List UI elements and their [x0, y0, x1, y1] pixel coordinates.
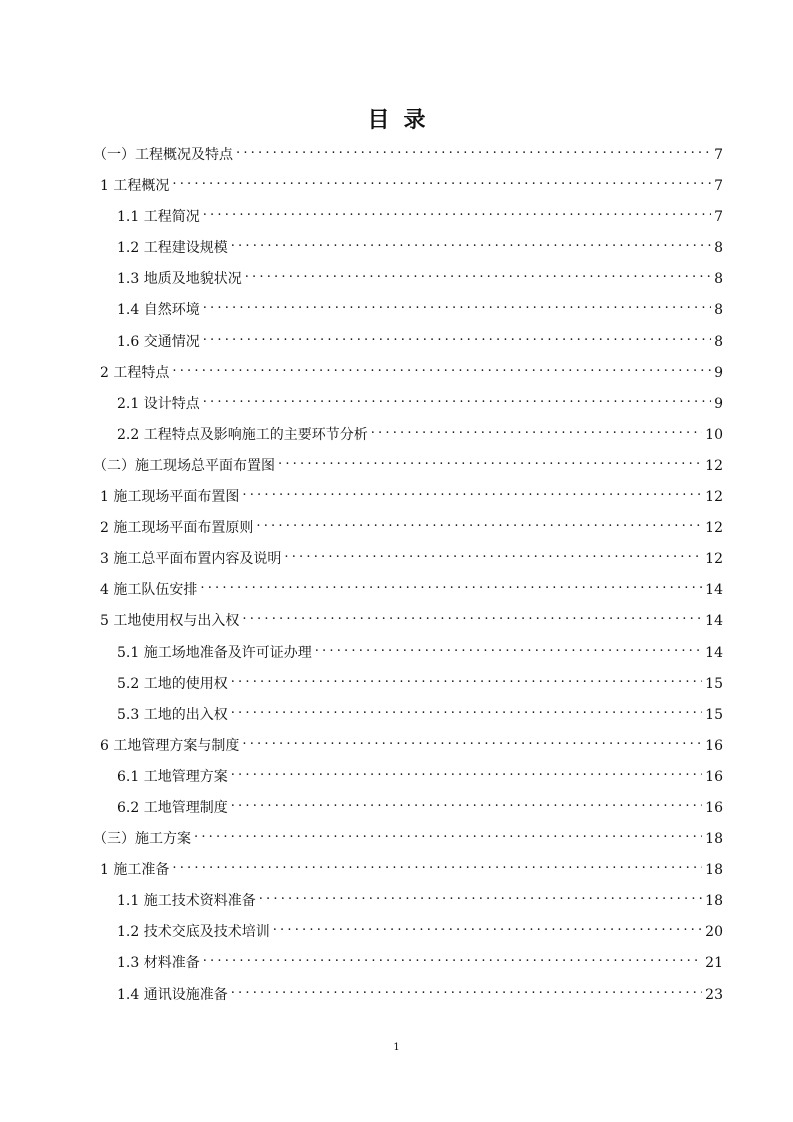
toc-entry[interactable]: [93, 859, 723, 890]
toc-entry[interactable]: [93, 673, 723, 704]
toc-entry-page: 21: [705, 955, 723, 972]
toc-entry-page: 7: [714, 178, 723, 195]
toc-entry[interactable]: [93, 486, 723, 517]
dot-leader: [231, 798, 702, 812]
toc-entry-page: 15: [705, 706, 723, 723]
dot-leader: [245, 269, 711, 283]
toc-entry-label: 6.2 工地管理制度: [117, 799, 228, 816]
toc-entry-label: （二）施工现场总平面布置图: [93, 457, 275, 474]
dot-leader: [203, 953, 702, 967]
toc-entry-label: 1 工程概况: [100, 178, 170, 195]
toc-entry-label: 5.2 工地的使用权: [117, 675, 228, 692]
dot-leader: [231, 705, 702, 719]
toc-entry-page: 10: [705, 426, 723, 443]
toc-entry[interactable]: [93, 984, 723, 1015]
dot-leader: [203, 207, 711, 221]
dot-leader: [256, 518, 702, 532]
toc-entry-label: （一）工程概况及特点: [93, 147, 233, 163]
toc-entry[interactable]: [93, 766, 723, 797]
toc-entry[interactable]: [93, 735, 723, 766]
dot-leader: [172, 860, 702, 874]
toc-entry[interactable]: [93, 299, 723, 330]
toc-entry-page: 18: [705, 862, 723, 879]
toc-entry-page: 12: [705, 489, 723, 506]
toc-entry[interactable]: [93, 424, 723, 455]
dot-leader: [284, 549, 702, 563]
toc-entry-label: 1.4 通讯设施准备: [117, 986, 228, 1003]
toc-entry-page: 16: [705, 737, 723, 754]
dot-leader: [172, 176, 711, 190]
toc-entry-page: 9: [714, 395, 723, 412]
toc-entry[interactable]: [93, 797, 723, 828]
dot-leader: [231, 238, 711, 252]
toc-entry-page: 14: [705, 613, 723, 630]
toc-entry-page: 12: [705, 520, 723, 537]
dot-leader: [315, 643, 702, 657]
toc-entry-label: 1.1 施工技术资料准备: [117, 893, 256, 910]
toc-entry-label: 3 施工总平面布置内容及说明: [100, 551, 282, 568]
toc-entry[interactable]: [93, 890, 723, 921]
toc-entry-label: 6.1 工地管理方案: [117, 768, 228, 785]
toc-entry-page: 18: [705, 893, 723, 910]
dot-leader: [200, 580, 702, 594]
toc-title: 目录: [367, 107, 440, 133]
toc-entry-page: 20: [705, 924, 723, 941]
dot-leader: [231, 985, 702, 999]
toc-entry[interactable]: [93, 610, 723, 641]
toc-entry-page: 8: [714, 333, 723, 350]
toc-entry[interactable]: [93, 548, 723, 579]
toc-entry-label: 5.1 施工场地准备及许可证办理: [117, 644, 312, 661]
toc-entry[interactable]: [93, 362, 723, 393]
toc-entry-label: 1.3 地质及地貌状况: [117, 271, 242, 288]
toc-entry-label: 1 施工现场平面布置图: [100, 489, 240, 506]
toc-entry[interactable]: [93, 642, 723, 673]
toc-entry[interactable]: [93, 579, 723, 610]
toc-entry-page: 8: [714, 271, 723, 288]
table-of-contents: [93, 144, 723, 1015]
page-number: 1: [393, 1042, 400, 1053]
toc-entry[interactable]: [93, 175, 723, 206]
dot-leader: [203, 394, 711, 408]
toc-entry[interactable]: [93, 455, 723, 486]
toc-entry[interactable]: [93, 704, 723, 735]
toc-entry-label: 2.1 设计特点: [117, 395, 200, 412]
toc-entry-page: 15: [705, 675, 723, 692]
toc-entry[interactable]: [93, 331, 723, 362]
dot-leader: [278, 456, 702, 470]
dot-leader: [242, 487, 702, 501]
toc-entry-label: 4 施工队伍安排: [100, 582, 198, 599]
toc-entry-page: 16: [705, 799, 723, 816]
dot-leader: [172, 363, 711, 377]
toc-entry-page: 9: [714, 364, 723, 381]
toc-entry-label: 6 工地管理方案与制度: [100, 737, 240, 754]
toc-entry-page: 16: [705, 768, 723, 785]
toc-entry[interactable]: [93, 517, 723, 548]
dot-leader: [231, 767, 702, 781]
toc-entry-label: 1.3 材料准备: [117, 955, 200, 972]
toc-entry-page: 7: [714, 147, 723, 163]
dot-leader: [259, 891, 702, 905]
toc-entry[interactable]: [93, 268, 723, 299]
toc-entry-page: 23: [705, 986, 723, 1003]
toc-entry-label: 2.2 工程特点及影响施工的主要环节分析: [117, 426, 368, 443]
dot-leader: [236, 145, 711, 159]
toc-entry-label: 1.4 自然环境: [117, 302, 200, 319]
dot-leader: [371, 425, 702, 439]
toc-entry-page: 12: [705, 457, 723, 474]
toc-entry[interactable]: [93, 393, 723, 424]
toc-entry[interactable]: [93, 144, 723, 175]
toc-entry-label: 1.1 工程简况: [117, 209, 200, 226]
toc-entry-label: 5 工地使用权与出入权: [100, 613, 240, 630]
toc-entry-label: 2 工程特点: [100, 364, 170, 381]
dot-leader: [242, 736, 702, 750]
toc-entry-page: 14: [705, 644, 723, 661]
dot-leader: [203, 300, 711, 314]
toc-entry[interactable]: [93, 952, 723, 983]
toc-entry[interactable]: [93, 206, 723, 237]
toc-entry-page: 7: [714, 209, 723, 226]
toc-entry-label: 1.6 交通情况: [117, 333, 200, 350]
toc-entry[interactable]: [93, 237, 723, 268]
toc-entry-label: 2 施工现场平面布置原则: [100, 520, 254, 537]
toc-entry-label: 1.2 技术交底及技术培训: [117, 924, 270, 941]
dot-leader: [242, 611, 702, 625]
toc-entry-page: 12: [705, 551, 723, 568]
dot-leader: [231, 674, 702, 688]
toc-entry-label: 1 施工准备: [100, 862, 170, 879]
toc-entry-page: 8: [714, 302, 723, 319]
toc-entry[interactable]: [93, 828, 723, 859]
dot-leader: [194, 829, 702, 843]
dot-leader: [203, 332, 711, 346]
toc-entry-label: 5.3 工地的出入权: [117, 706, 228, 723]
toc-entry-page: 14: [705, 582, 723, 599]
dot-leader: [273, 922, 702, 936]
toc-entry[interactable]: [93, 921, 723, 952]
toc-entry-label: （三）施工方案: [93, 831, 191, 848]
toc-entry-page: 8: [714, 240, 723, 257]
toc-entry-label: 1.2 工程建设规模: [117, 240, 228, 257]
toc-entry-page: 18: [705, 831, 723, 848]
